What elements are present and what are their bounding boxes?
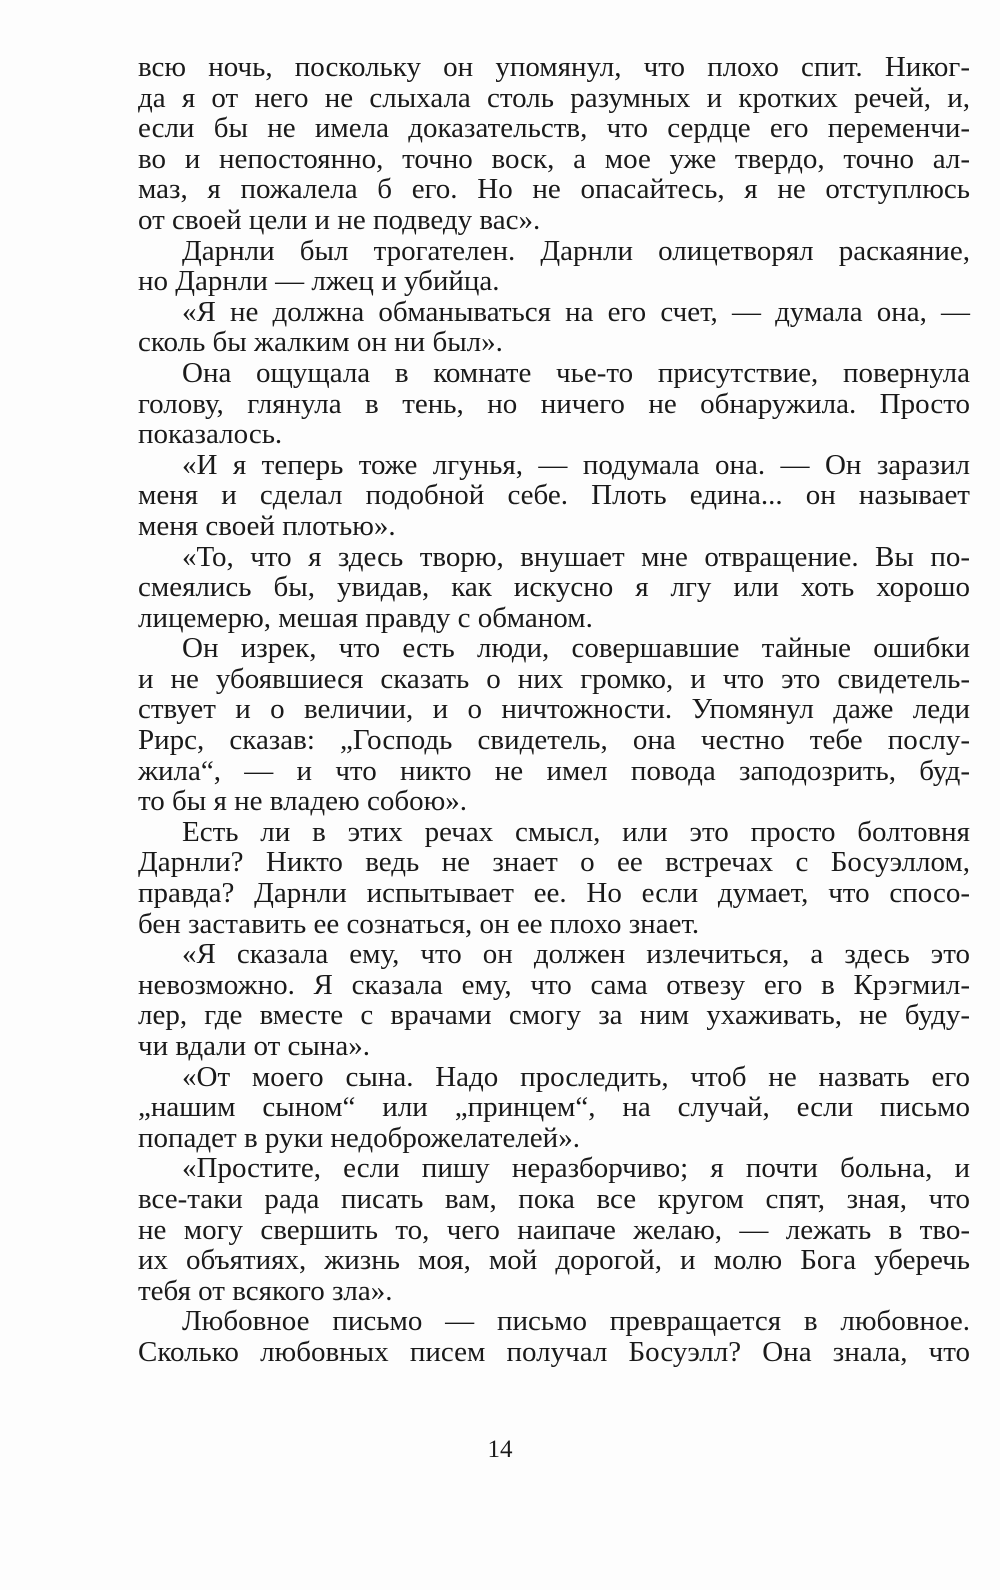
text-line: всю ночь, поскольку он упомянул, что плохо спит. Никог- bbox=[138, 51, 970, 83]
text-line: и не убоявшиеся сказать о них громко, и что это свидетель- bbox=[138, 662, 970, 695]
text-line: не могу свершить то, чего наипаче желаю, — лежать в тво- bbox=[138, 1213, 970, 1246]
text-line: да я от него не слыхала столь разумных и кротких речей, и, bbox=[138, 81, 970, 114]
text-line: меня и сделал подобной себе. Плоть едина... он называет bbox=[138, 479, 970, 512]
text-line: «То, что я здесь творю, внушает мне отвращение. Вы по- bbox=[182, 540, 970, 573]
text-line: «Я сказала ему, что он должен излечиться, а здесь это bbox=[182, 938, 970, 971]
text-line: ствует и о величии, и о ничтожности. Упомянул даже леди bbox=[138, 693, 970, 726]
text-line: правда? Дарнли испытывает ее. Но если думает, что спосо- bbox=[138, 877, 970, 910]
text-line: Дарнли? Никто ведь не знает о ее встречах с Босуэллом, bbox=[138, 846, 970, 879]
text-line: «От моего сына. Надо проследить, чтоб не назвать его bbox=[182, 1060, 970, 1093]
text-line: жила“, — и что никто не имел повода заподозрить, буд- bbox=[138, 754, 970, 787]
text-line: если бы не имела доказательств, что сердце его переменчи- bbox=[138, 112, 970, 145]
text-line: голову, глянула в тень, но ничего не обнаружила. Просто bbox=[138, 387, 970, 420]
text-line: Он изрек, что есть люди, совершавшие тайные ошибки bbox=[182, 632, 970, 665]
text-line: но Дарнли — лжец и убийца. bbox=[138, 265, 500, 298]
page-number: 14 bbox=[487, 1436, 513, 1463]
text-line: чи вдали от сына». bbox=[138, 1030, 370, 1062]
text-line: во и непостоянно, точно воск, а мое уже твердо, точно ал- bbox=[138, 142, 970, 175]
text-line: бен заставить ее сознаться, он ее плохо знает. bbox=[138, 907, 700, 940]
text-line: все-таки рада писать вам, пока все кругом спят, зная, что bbox=[138, 1182, 970, 1215]
text-line: лицемерю, мешая правду с обманом. bbox=[138, 601, 593, 634]
text-line: показалось. bbox=[138, 418, 283, 451]
text-line: Есть ли в этих речах смысл, или это просто болтовня bbox=[182, 815, 970, 848]
text-line: сколь бы жалким он ни был». bbox=[138, 326, 503, 359]
text-line: Сколько любовных писем получал Босуэлл? Она знала, что bbox=[138, 1335, 970, 1368]
text-line: Рирс, сказав: „Господь свидетель, она честно тебе послу- bbox=[138, 724, 970, 757]
text-line: «Я не должна обманываться на его счет, — думала она, — bbox=[182, 295, 970, 328]
text-line: лер, где вместе с врачами смогу за ним ухаживать, не буду- bbox=[138, 999, 970, 1032]
text-line: тебя от всякого зла». bbox=[138, 1274, 393, 1307]
text-line: их объятиях, жизнь моя, мой дорогой, и молю Бога уберечь bbox=[138, 1244, 970, 1277]
text-line: от своей цели и не подведу вас». bbox=[138, 203, 541, 236]
text-line: „нашим сыном“ или „принцем“, на случай, если письмо bbox=[138, 1091, 970, 1124]
text-line: смеялись бы, увидав, как искусно я лгу или хоть хорошо bbox=[138, 571, 970, 604]
body-text bbox=[138, 52, 970, 1368]
text-line: Она ощущала в комнате чье-то присутствие, повернула bbox=[182, 356, 970, 389]
text-line: Любовное письмо — письмо превращается в любовное. bbox=[182, 1305, 970, 1338]
text-line: невозможно. Я сказала ему, что сама отвезу его в Крэгмил- bbox=[138, 968, 970, 1001]
text-line: то бы я не владею собою». bbox=[138, 785, 467, 818]
text-line: меня своей плотью». bbox=[138, 509, 396, 542]
text-line: Дарнли был трогателен. Дарнли олицетворял раскаяние, bbox=[182, 234, 970, 267]
text-line: маз, я пожалела б его. Но не опасайтесь, я не отступлюсь bbox=[138, 173, 970, 206]
text-line: попадет в руки недоброжелателей». bbox=[138, 1121, 580, 1154]
text-line: «Простите, если пишу неразборчиво; я почти больна, и bbox=[182, 1152, 970, 1185]
text-line: «И я теперь тоже лгунья, — подумала она. — Он заразил bbox=[182, 448, 970, 481]
